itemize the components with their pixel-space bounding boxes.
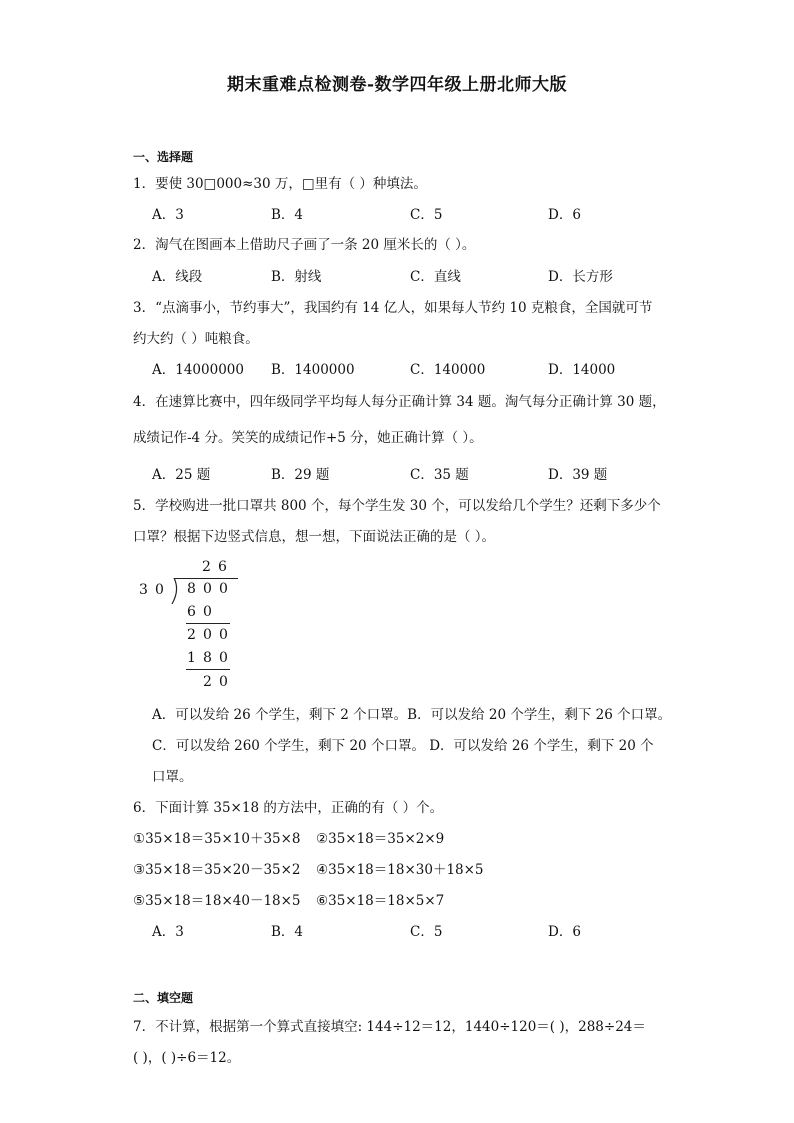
q2-option-c: C．直线 — [410, 269, 461, 285]
q6-item: ⑤35×18＝18×40－18×5 — [133, 893, 301, 909]
q6-option-a: A．3 — [152, 924, 184, 940]
section-heading-fill: 二、填空题 — [133, 991, 194, 1005]
section-heading-choice: 一、选择题 — [133, 150, 194, 164]
remainder-digit: 0 — [219, 674, 228, 690]
q2-option-d: D．长方形 — [548, 269, 613, 285]
q6-item: ①35×18＝35×10＋35×8 — [133, 831, 301, 847]
division-bar — [174, 578, 238, 579]
q4-option-c: C．35 题 — [410, 467, 469, 483]
quotient-digit: 2 — [202, 559, 211, 575]
q6-option-d: D．6 — [548, 924, 581, 940]
question-2-stem: 2．淘气在图画本上借助尺子画了一条 20 厘米长的（ ）。 — [133, 237, 476, 253]
q6-item: ②35×18＝35×2×9 — [316, 831, 445, 847]
q2-option-b: B．射线 — [271, 269, 322, 285]
question-4-stem-line2: 成绩记作-4 分。笑笑的成绩记作+5 分，她正确计算（ ）。 — [133, 430, 483, 446]
q1-option-a: A．3 — [152, 207, 184, 223]
q1-option-c: C．5 — [410, 207, 443, 223]
q1-option-b: B．4 — [271, 207, 304, 223]
q5-options-line3: 口罩。 — [152, 769, 193, 785]
q6-item: ③35×18＝35×20－35×2 — [133, 862, 301, 878]
q4-option-b: B．29 题 — [271, 467, 330, 483]
subtraction-line — [186, 669, 230, 670]
q6-item: ⑥35×18＝18×5×7 — [316, 893, 445, 909]
product-digit: 6 — [187, 604, 196, 620]
division-bracket — [168, 578, 180, 606]
page-title: 期末重难点检测卷-数学四年级上册北师大版 — [226, 75, 568, 95]
q3-option-d: D．14000 — [548, 362, 616, 378]
question-3-stem-line1: 3．“点滴事小，节约事大”，我国约有 14 亿人，如果每人节约 10 克粮食，全国就可节 — [133, 300, 653, 316]
remainder-digit: 0 — [203, 627, 212, 643]
q2-option-a: A．线段 — [152, 269, 203, 285]
dividend-digit: 0 — [219, 581, 228, 597]
q5-options-line1: A．可以发给 26 个学生，剩下 2 个口罩。B．可以发给 20 个学生，剩下 26 个口罩。 — [152, 707, 672, 723]
remainder-digit: 2 — [203, 674, 212, 690]
dividend-digit: 8 — [187, 581, 196, 597]
q6-option-c: C．5 — [410, 924, 443, 940]
q3-option-b: B．1400000 — [271, 362, 355, 378]
subtraction-line — [186, 623, 230, 624]
dividend-digit: 0 — [203, 581, 212, 597]
question-6-stem: 6．下面计算 35×18 的方法中，正确的有（ ）个。 — [133, 800, 444, 816]
question-7-line1: 7．不计算，根据第一个算式直接填空: 144÷12＝12，1440÷120＝( )，288÷24＝ — [133, 1019, 646, 1035]
q5-options-line2: C．可以发给 260 个学生，剩下 20 个口罩。 D．可以发给 26 个学生，剩下 20 个 — [152, 738, 654, 754]
q6-item: ④35×18＝18×30＋18×5 — [316, 862, 484, 878]
question-4-stem-line1: 4．在速算比赛中，四年级同学平均每人每分正确计算 34 题。淘气每分正确计算 30 题， — [133, 394, 666, 410]
product-digit: 0 — [203, 604, 212, 620]
divisor-digit: 3 — [139, 582, 148, 598]
q1-option-d: D．6 — [548, 207, 581, 223]
remainder-digit: 2 — [187, 627, 196, 643]
q6-option-b: B．4 — [271, 924, 304, 940]
product-digit: 8 — [203, 650, 212, 666]
question-1-stem: 1．要使 30□000≈30 万，□里有（ ）种填法。 — [133, 176, 427, 192]
divisor-digit: 0 — [155, 582, 164, 598]
product-digit: 1 — [187, 650, 196, 666]
q4-option-d: D．39 题 — [548, 467, 608, 483]
remainder-digit: 0 — [219, 627, 228, 643]
q4-option-a: A．25 题 — [152, 467, 211, 483]
question-5-stem-line1: 5．学校购进一批口罩共 800 个，每个学生发 30 个，可以发给几个学生？还剩下多少个 — [133, 498, 661, 514]
question-5-stem-line2: 口罩？根据下边竖式信息，想一想，下面说法正确的是（ ）。 — [133, 529, 496, 545]
q3-option-a: A．14000000 — [152, 362, 244, 378]
quotient-digit: 6 — [218, 559, 227, 575]
product-digit: 0 — [219, 650, 228, 666]
q3-option-c: C．140000 — [410, 362, 486, 378]
question-7-line2: ( )，( )÷6＝12。 — [133, 1050, 241, 1066]
question-3-stem-line2: 约大约（ ）吨粮食。 — [133, 331, 259, 347]
